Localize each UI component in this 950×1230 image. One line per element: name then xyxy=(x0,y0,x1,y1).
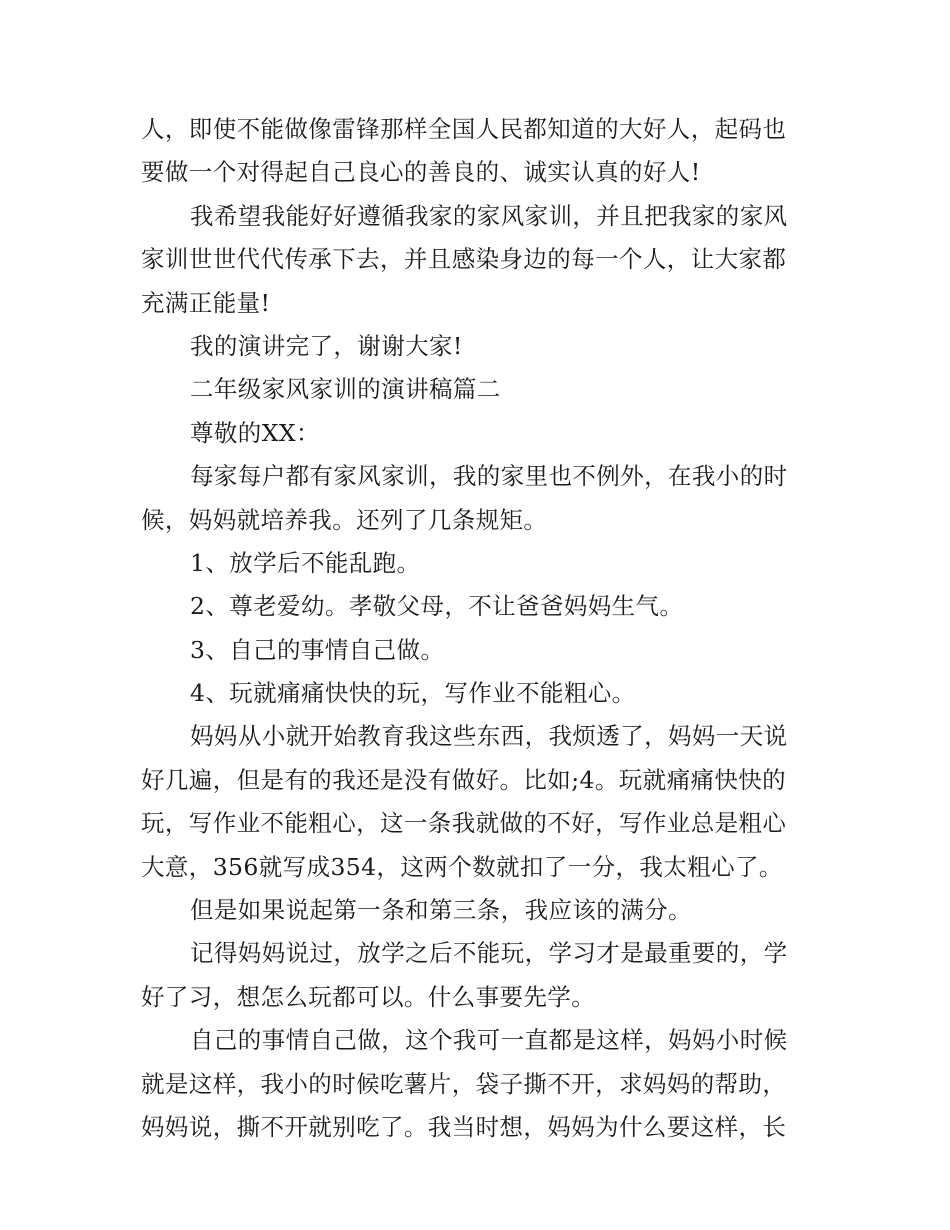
text-line: 好了习，想怎么玩都可以。什么事要先学。 xyxy=(141,982,596,1011)
paragraph-line: 我的演讲完了，谢谢大家! xyxy=(190,331,463,360)
text-line: 就是这样，我小的时候吃薯片，袋子撕不开，求妈妈的帮助， xyxy=(141,1069,787,1098)
text-line: 大意，356就写成354，这两个数就扣了一分，我太粗心了。 xyxy=(141,852,783,881)
text-line: 候，妈妈就培养我。还列了几条规矩。 xyxy=(141,505,548,534)
paragraph-line: 我希望我能好好遵循我家的家风家训，并且把我家的家风 xyxy=(190,201,788,230)
text-line: 好几遍，但是有的我还是没有做好。比如;4。玩就痛痛快快的 xyxy=(141,765,787,794)
list-item: 3、自己的事情自己做。 xyxy=(190,635,445,664)
text-line: 家训世世代代传承下去，并且感染身边的每一个人，让大家都 xyxy=(141,245,787,274)
document-body xyxy=(141,108,813,1149)
salutation: 尊敬的XX： xyxy=(190,418,320,447)
text-line: 人，即使不能做像雷锋那样全国人民都知道的大好人，起码也 xyxy=(141,115,787,143)
list-item: 1、放学后不能乱跑。 xyxy=(190,548,421,577)
paragraph-line: 每家每户都有家风家训，我的家里也不例外，在我小的时 xyxy=(190,462,788,491)
paragraph-line: 妈妈从小就开始教育我这些东西，我烦透了，妈妈一天说 xyxy=(190,722,788,751)
list-item: 4、玩就痛痛快快的玩，写作业不能粗心。 xyxy=(190,679,636,708)
text-line: 要做一个对得起自己良心的善良的、诚实认真的好人! xyxy=(141,158,701,187)
paragraph-line: 记得妈妈说过，放学之后不能玩，学习才是最重要的，学 xyxy=(190,939,788,968)
paragraph-line: 但是如果说起第一条和第三条，我应该的满分。 xyxy=(190,896,692,925)
section-heading: 二年级家风家训的演讲稿篇二 xyxy=(190,375,501,404)
paragraph-line: 自己的事情自己做，这个我可一直都是这样，妈妈小时候 xyxy=(190,1026,788,1055)
list-item: 2、尊老爱幼。孝敬父母，不让爸爸妈妈生气。 xyxy=(190,592,684,621)
text-line: 玩，写作业不能粗心，这一条我就做的不好，写作业总是粗心 xyxy=(141,809,787,838)
text-line: 充满正能量! xyxy=(141,288,271,317)
text-line: 妈妈说，撕不开就别吃了。我当时想，妈妈为什么要这样，长 xyxy=(141,1112,787,1141)
